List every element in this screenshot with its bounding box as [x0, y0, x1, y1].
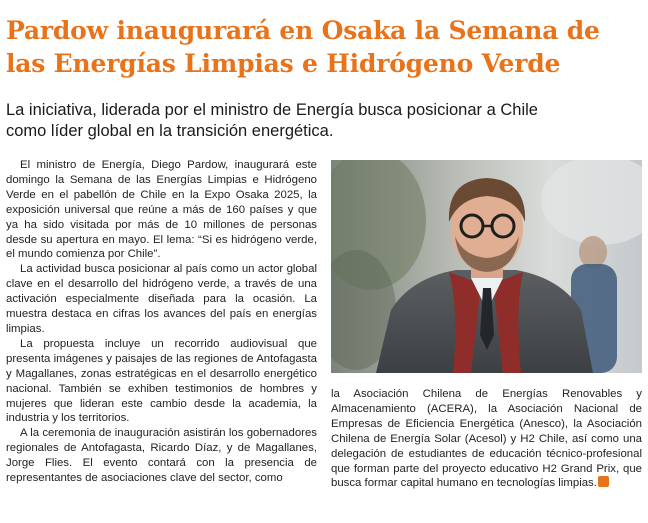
body-column-left — [6, 158, 317, 486]
body-paragraph-5 — [331, 387, 642, 491]
headline: Pardow inaugurará en Osaka la Semana de las Energías Limpias e Hidrógeno Verde — [6, 16, 600, 78]
body-paragraph-4: A la ceremonia de inauguración asistirán los gobernadores regionales de Antofagasta, Ricardo Díaz, y de Magallanes, Jorge Flies. El evento contará con la presencia de representantes de asociaciones clave del sector, como — [6, 427, 317, 485]
body-column-right — [331, 387, 642, 491]
subheadline: La iniciativa, liderada por el ministro de Energía busca posicionar a Chile como líder global en la transición energética. — [6, 101, 538, 140]
minister-photo — [331, 160, 642, 373]
body-paragraph-2: La actividad busca posicionar al país como un actor global clave en el desarrollo del hidrógeno verde, a través de una activación especialmente diseñada para la ocasión. La muestra destaca en cifras los avances del país en energías limpias. — [6, 263, 317, 335]
body-paragraph-1: El ministro de Energía, Diego Pardow, inaugurará este domingo la Semana de las Energías Limpias e Hidrógeno Verde en el pabellón de Chile en la Expo Osaka 2025, la exposición universal que reúne a más de 160 países y que ya ha sido visitada por más de 10 millones de personas desde su apertura en mayo. El lema: “Si es hidrógeno verde, el mundo comienza por Chile”. — [6, 159, 317, 261]
body-paragraph-5-text: la Asociación Chilena de Energías Renovables y Almacenamiento (ACERA), la Asociación Nacional de Empresas de Eficiencia Energética (Anesco), la Asociación Chilena de Energía Solar (Acesol) y H2 Chile, así como una delegación de estudiantes de educación técnico-profesional que forman parte del proyecto educativo H2 Grand Prix, que busca formar capital humano en tecnologías limpias. — [331, 388, 642, 490]
minister-photo-illustration — [331, 160, 642, 373]
body-paragraph-3: La propuesta incluye un recorrido audiovisual que presenta imágenes y paisajes de las regiones de Antofagasta y Magallanes, zonas estratégicas en el desarrollo energético nacional. También se exhiben testimonios de hombres y mujeres que lideran este cambio desde la academia, la industria y los territorios. — [6, 337, 317, 425]
article-end-icon — [598, 476, 609, 487]
watermark — [20, 503, 620, 523]
